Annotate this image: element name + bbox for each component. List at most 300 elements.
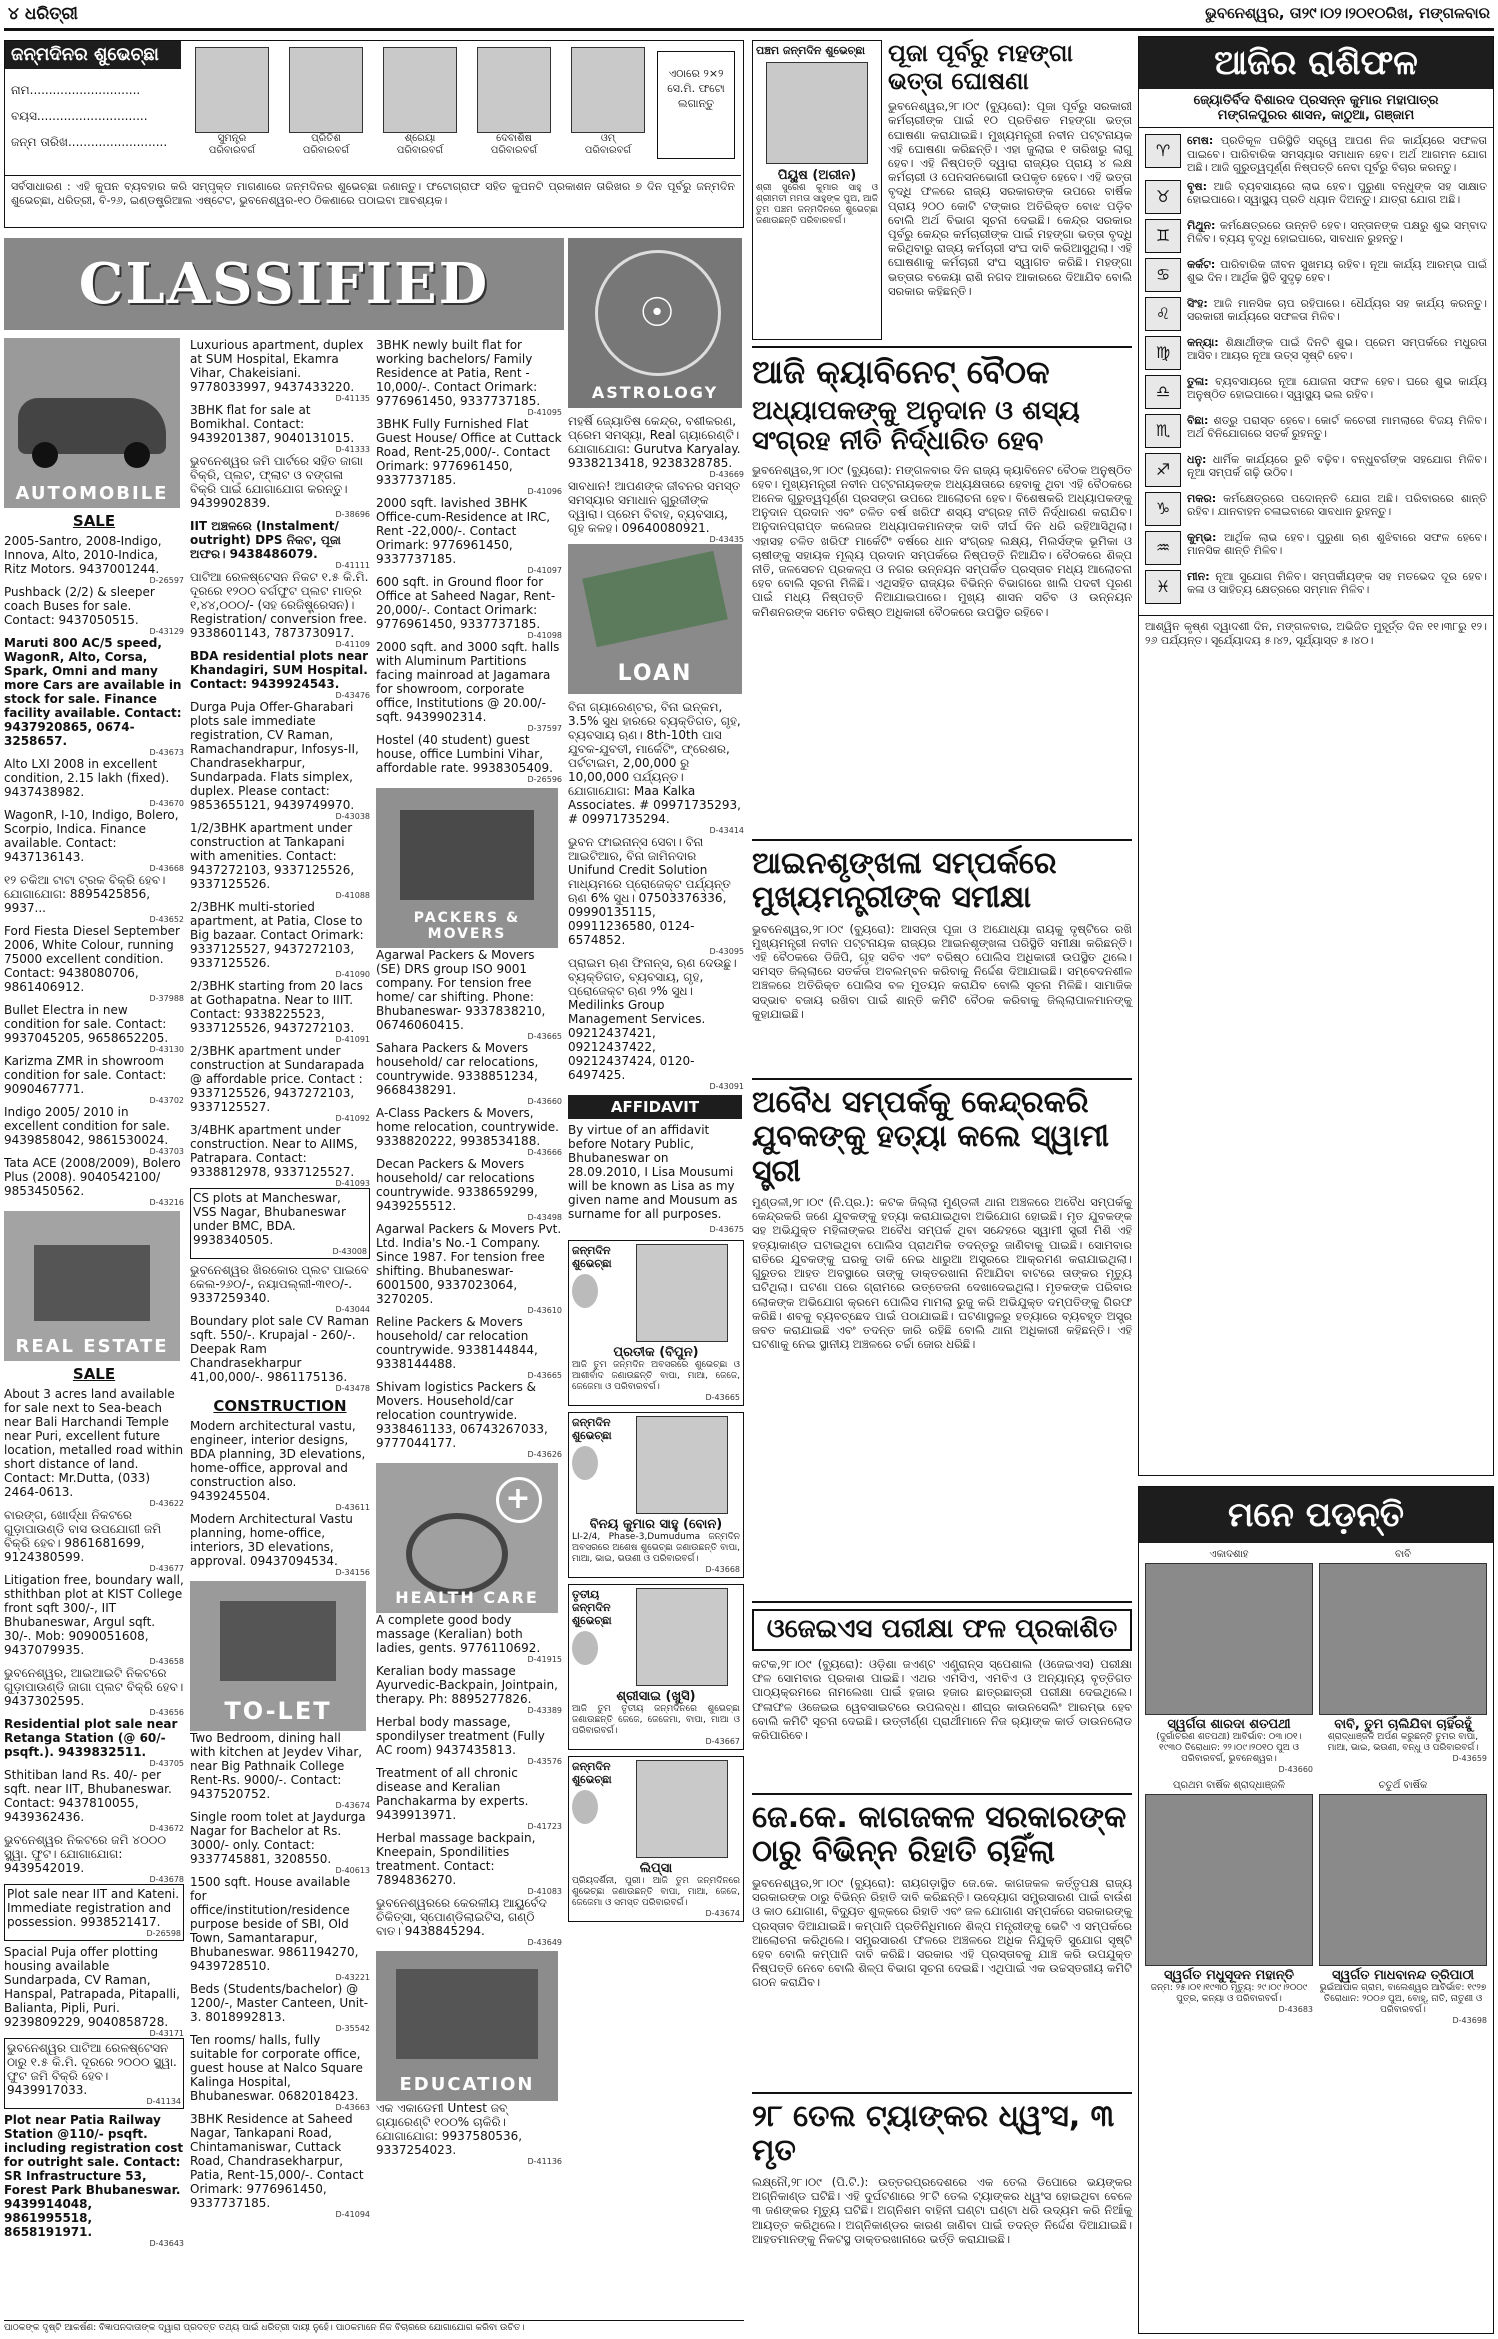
ad-text: Reline Packers & Movers household/ car relocation countrywide. 9338144844, 9338144488. <box>376 1315 542 1371</box>
birthday-banner <box>4 40 744 228</box>
ad-code: D-43656 <box>149 1708 184 1717</box>
ad-text: 1/2/3BHK apartment under construction at Tankapani with amenities. Contact: 9437272103, 9337125526, 9337125526. <box>190 821 358 891</box>
sign-forecast: ପ୍ରତିକୂଳ ପରିସ୍ଥିତି ସତ୍ତ୍ୱେ ଆପଣ ନିଜ କାର୍ଯ୍ୟରେ ସଫଳତା ପାଇବେ। ପାରିବାରିକ ସମସ୍ୟାର ସମାଧାନ ହେବ। ଅର୍ଥ ଆଗମନ ଯୋଗ ଅଛି। ଆଜି ଗୁରୁତ୍ୱପୂର୍ଣ୍ଣ ନିଷ୍ପତ୍ତି ନେବା ପୂର୍ବରୁ ବିଚାର କରନ୍ତୁ। <box>1187 134 1487 174</box>
birthday-banner-title: ଜନ୍ମଦିନର ଶୁଭେଚ୍ଛା <box>5 41 181 69</box>
sign-name: ବୃଷ: <box>1187 179 1208 193</box>
child-name: ପିୟୁଷ (ଅରୀନ) <box>777 168 857 183</box>
sign-name: କର୍କଟ: <box>1187 257 1216 271</box>
greeting-name: ଶ୍ରୀସାଇ (ଖୁସି) <box>616 1689 696 1704</box>
ad-text: BDA residential plots near Khandagiri, SUM Hospital. Contact: 9439924543. <box>190 649 373 691</box>
ad-code: D-43476 <box>335 691 370 700</box>
classified-ad <box>376 1222 566 1315</box>
greeting-detail: LI-2/4, Phase-3,Dumuduma ଜନ୍ମଦିନ ଅବସରରେ ଅଶେଷ ଶୁଭେଚ୍ଛା ଜଣାଉଛନ୍ତି ବାପା, ମାଆ, ଭାଇ, ଭଉଣୀ ଓ ପରିବାରବର୍ଗ। <box>572 1532 740 1564</box>
ad-code: D-41135 <box>335 394 370 403</box>
zodiac-icon: ♈ <box>1145 134 1181 168</box>
tanker-body: ଲକ୍ଷ୍ନୌ,୨୮।୦୯ (ପି.ଟି.): ଉତ୍ତରପ୍ରଦେଶରେ ଏକ ତେଲ ଡିପୋରେ ଭୟଙ୍କର ଅଗ୍ନିକାଣ୍ଡ ଘଟିଛି। ଏହି ଦୁର୍ଘଟଣାରେ ୨୮ଟି ତେଲ ଟ୍ୟାଙ୍କର ଧ୍ୱଂସ ହୋଇଥିବା ବେଳେ ୩ ଜଣଙ୍କର ମୃତ୍ୟୁ ଘଟିଛି। ଅଗ୍ନିଶମ ବାହିନୀ ଘଣ୍ଟା ଘଣ୍ଟା ଧରି ଉଦ୍ୟମ କରି ନିଆଁକୁ ଆୟତ୍ତ କରିଥିଲେ। ଅଗ୍ନିକାଣ୍ଡର କାରଣ ଜାଣିବା ପାଇଁ ତଦନ୍ତ ନିର୍ଦ୍ଦେଶ ଦିଆଯାଇଛି। ଆହତମାନଙ୍କୁ ନିକଟସ୍ଥ ଡାକ୍ତରଖାନାରେ ଭର୍ତ୍ତି କରାଯାଇଛି। <box>752 2174 1132 2246</box>
sign-name: ତୁଳା: <box>1187 374 1209 388</box>
ad-code: D-41333 <box>335 445 370 454</box>
classified-ad <box>190 1731 370 1810</box>
ad-text: ବାରଙ୍ଗ, ଖୋର୍ଦ୍ଧା ନିକଟରେ ଗୁଡ଼ାପାଉଣ୍ଡି ବାସ ଉପଯୋଗୀ ଜମି ବିକ୍ରି ହେବ। 9861681699, 9124380599. <box>4 1508 166 1564</box>
ad-code: D-43678 <box>149 1875 184 1884</box>
ad-text: Boundary plot sale CV Raman sqft. 550/-. Krupajal - 260/-. Deepak Ram Chandrasekharpur 41,00,000/-. 9861175136. <box>190 1314 373 1384</box>
construction-heading: CONSTRUCTION <box>213 1397 347 1415</box>
classified-ad <box>190 570 373 649</box>
ad-text: ୧୨ ଚକିଆ ଟାଟା ଟ୍ରକ ବିକ୍ରି ହେବ। ଯୋଗାଯୋଗ: 8895425856, 9937... <box>4 873 170 915</box>
horoscope-sign <box>1145 531 1487 565</box>
ad-code: D-43670 <box>149 799 184 808</box>
ad-code: D-41093 <box>335 1179 370 1188</box>
ad-code: D-43643 <box>149 2239 184 2248</box>
fifth-birthday-tag: ପଞ୍ଚମ ଜନ୍ମଦିନ ଶୁଭେଚ୍ଛା <box>756 44 865 57</box>
horoscope-sign <box>1145 453 1487 487</box>
balloon-icon <box>572 1274 598 1308</box>
horoscope-sign <box>1145 180 1487 214</box>
page-label: ୪ ଧରିତ୍ରୀ <box>8 4 78 24</box>
divider <box>752 1078 1132 1080</box>
ad-code: D-41111 <box>335 561 370 570</box>
classified-column-2 <box>190 338 373 2328</box>
child-photo <box>195 47 269 133</box>
classified-ad <box>190 1982 370 2033</box>
jk-headline: ଜେ.କେ. କାଗଜକଳ ସରକାରଙ୍କ ଠାରୁ ବିଭିନ୍ନ ରିହାତି ଚାହିଁଲା <box>752 1799 1127 1870</box>
form-field-dob[interactable]: ଜନ୍ମ ତାରିଖ.......................... <box>11 135 168 149</box>
ad-code: D-43674 <box>705 1909 740 1918</box>
greeting-name: ପ୍ରତୀକ (ବିପୁନ) <box>613 1345 699 1360</box>
cabinet-kicker: ଆଜି କ୍ୟାବିନେଟ୍ ବୈଠକ <box>752 353 1050 391</box>
ad-code: D-43611 <box>335 1503 370 1512</box>
ad-code: D-26598 <box>146 1929 181 1938</box>
to-let-label: TO-LET <box>224 1697 332 1725</box>
classified-ad <box>190 821 370 900</box>
balloon-icon <box>572 1446 598 1480</box>
classified-ad <box>4 1884 184 1941</box>
divider <box>752 1793 1132 1795</box>
classified-ad <box>376 1613 562 1664</box>
zodiac-icon: ♊ <box>1145 219 1181 253</box>
banknote-icon <box>582 551 728 647</box>
greeting-name: ବିନୟ କୁମାର ସାହୁ (ବୋନ) <box>589 1517 723 1532</box>
obituary-title: ମନେ ପଡ଼ନ୍ତି <box>1139 1487 1493 1543</box>
sign-forecast: ଶିକ୍ଷାର୍ଥୀଙ୍କ ପାଇଁ ଦିନଟି ଶୁଭ। ପ୍ରେମ ସମ୍ପର୍କରେ ମଧୁରତା ଆସିବ। ଆୟର ନୂଆ ଉତ୍ସ ସୃଷ୍ଟି ହେବ। <box>1187 335 1487 362</box>
birthday-form <box>11 77 187 155</box>
zodiac-icon: ♓ <box>1145 570 1181 604</box>
zodiac-icon: ♌ <box>1145 297 1181 331</box>
ad-text: 3BHK Fully Furnished Flat Guest House/ Office at Cuttack Road, Rent-25,000/-. Contact Orimark: 9776961450, 9337737185. <box>376 417 566 487</box>
greeting-heading: ଜନ୍ମଦିନ ଶୁଭେଚ୍ଛା <box>572 1244 612 1270</box>
ad-text: Single room tolet at Jaydurga Nagar for Bachelor at Rs. 3000/- only. Contact: 9337745881, 3208550. <box>190 1810 370 1866</box>
ad-text: 2005-Santro, 2008-Indigo, Innova, Alto, 2010-Indica, Ritz Motors. 9437001244. <box>4 534 166 576</box>
ad-text: 2000 sqft. lavished 3BHK Office-cum-Residence at IRC, Rent -22,000/-. Contact Orimark: 9776961450, 9337737185. <box>376 496 554 566</box>
ad-code: D-41088 <box>335 891 370 900</box>
ad-code: D-43665 <box>527 1371 562 1380</box>
classified-ad <box>190 1875 370 1982</box>
ad-text: Modern Architectural Vastu planning, home-office, interiors, 3D elevations, approval. 09437094534. <box>190 1512 357 1568</box>
ad-code: D-34156 <box>335 1568 370 1577</box>
ad-code: D-43660 <box>1278 1765 1313 1774</box>
form-field-name[interactable]: ନାମ............................. <box>11 83 141 97</box>
birthday-child <box>477 47 551 167</box>
classified-ad <box>568 414 744 479</box>
classified-ad <box>376 338 562 417</box>
form-field-age[interactable]: ବୟସ............................. <box>11 109 148 123</box>
ad-code: D-37988 <box>149 994 184 1003</box>
photo-slot[interactable]: ଏଠାରେ ୨×୨ ସେ.ମି. ଫଟୋ ଲଗାନ୍ତୁ <box>657 51 735 159</box>
classified-ad <box>376 1831 562 1896</box>
classified-ad <box>190 403 370 454</box>
classified-ad <box>376 2101 562 2166</box>
classified-ad <box>376 575 562 640</box>
ad-code: D-43610 <box>527 1306 562 1315</box>
zodiac-icon: ♐ <box>1145 453 1181 487</box>
classified-ad <box>376 733 562 784</box>
ad-text: ଭୁବନେଶ୍ୱର ପାଟିଆ ରେଳଷ୍ଟେସନ ଠାରୁ ୧.୫ କି.ମି. ଦୂରରେ ୨୦୦୦ ସ୍କ୍ୱା. ଫୁଟ ଜମି ବିକ୍ରି ହେବ। 9439917033. <box>7 2041 181 2097</box>
greeting-card <box>568 1240 744 1406</box>
obituary-name: ବାବି, ତୁମ ଚାଲିଯିବା ଚାହିଁରହୁଁ <box>1334 1717 1472 1732</box>
sign-forecast: ନୂଆ ସୁଯୋଗ ମିଳିବ। ସମ୍ପର୍କୀୟଙ୍କ ସହ ମତଭେଦ ଦୂର ହେବ। କଳା ଓ ସାହିତ୍ୟ କ୍ଷେତ୍ରରେ ସମ୍ମାନ ମିଳିବ। <box>1187 569 1487 596</box>
obituary-entry <box>1145 1780 1313 2025</box>
zodiac-icon: ♏ <box>1145 414 1181 448</box>
classified-ad <box>190 454 370 519</box>
ad-code: D-43389 <box>527 1706 562 1715</box>
astrology-label: ASTROLOGY <box>591 383 719 402</box>
plus-icon: + <box>496 1477 542 1523</box>
ojee-body: କଟକ,୨୮।୦୯ (ବ୍ୟୁରୋ): ଓଡ଼ିଶା ଜଏଣ୍ଟ ଏଣ୍ଟ୍ରାନ୍ସ ସ୍ପେଶାଲ (ଓଜେଇଏସ) ପରୀକ୍ଷା ଫଳ ସୋମବାର ପ୍ରକାଶ ପାଇଛି। ଏଥର ଏମସିଏ, ଏମବିଏ ଓ ଅନ୍ୟାନ୍ୟ ବୃତ୍ତିଗତ ପାଠ୍ୟକ୍ରମରେ ନାମଲେଖା ପାଇଁ ହଜାର ହଜାର ଛାତ୍ରଛାତ୍ରୀ ପରୀକ୍ଷା ଦେଇଥିଲେ। ଫଳାଫଳ ଓଜେଇଇ ୱେବସାଇଟରେ ଉପଲବ୍ଧ। ଶୀଘ୍ର କାଉନସେଲିଂ ଆରମ୍ଭ ହେବ ବୋଲି କମିଟି ସୂଚନା ଦେଇଛି। ଉତ୍ତୀର୍ଣ୍ଣ ପ୍ରାର୍ଥୀମାନେ ନିଜ ର‍୍ୟାଙ୍କ କାର୍ଡ ଡାଉନଲୋଡ କରିପାରିବେ। <box>752 1656 1132 1742</box>
ad-text: Luxurious apartment, duplex at SUM Hospital, Ekamra Vihar, Chakeisiani. 9778033997, 9437433220. <box>190 338 368 394</box>
education-label: EDUCATION <box>399 2074 535 2095</box>
classified-ad <box>376 1766 562 1831</box>
obituary-name: ସ୍ୱର୍ଗତ ମାଧବାନନ୍ଦ ତ୍ରିପାଠୀ <box>1332 1968 1474 1983</box>
ad-code: D-43658 <box>149 1657 184 1666</box>
puja-news <box>888 40 1132 340</box>
ad-code: D-43659 <box>1452 1754 1487 1763</box>
classified-ad <box>4 2113 188 2248</box>
murder-headline: ଅବୈଧ ସମ୍ପର୍କକୁ କେନ୍ଦ୍ରକରି ଯୁବକଙ୍କୁ ହତ୍ୟା କଲେ ସ୍ୱାମୀ ସ୍ତ୍ରୀ <box>752 1084 1110 1189</box>
child-note: ପରିବାରବର୍ଗ <box>490 145 538 156</box>
classified-ad <box>4 757 184 808</box>
classified-ad <box>376 1715 562 1766</box>
ad-code: D-38696 <box>335 510 370 519</box>
ad-code: D-43622 <box>149 1499 184 1508</box>
column-3-ads <box>376 338 566 784</box>
classified-ad <box>4 2038 184 2109</box>
ad-code: D-43703 <box>149 1147 184 1156</box>
real-estate-ads <box>4 1387 188 2248</box>
ad-code: D-43130 <box>149 1045 184 1054</box>
child-photo <box>571 47 645 133</box>
ad-code: D-26597 <box>149 576 184 585</box>
header-rule <box>4 28 1494 31</box>
puja-story <box>752 40 1132 340</box>
child-name: ଶ୍ରେୟା <box>404 133 436 144</box>
ad-code: D-26596 <box>527 775 562 784</box>
divider <box>752 2092 1132 2094</box>
tanker-headline: ୨୮ ତେଲ ଟ୍ୟାଙ୍କର ଧ୍ୱଂସ, ୩ ମୃତ <box>752 2098 1115 2169</box>
ad-code: D-43677 <box>149 1564 184 1573</box>
ad-text: 2/3BHK apartment under construction at Sundarapada @ affordable price. Contact : 9337125526, 9437272103, 9337125527. <box>190 1044 369 1114</box>
ad-code: D-41098 <box>527 631 562 640</box>
birthday-child <box>383 47 457 167</box>
greeting-detail: ଆଜି ତୁମ ଜନ୍ମଦିନ ଅବସରରେ ଶୁଭେଚ୍ଛା ଓ ଆଶୀର୍ବାଦ ଜଣାଉଛନ୍ତି ବାପା, ମାଆ, ଜେଜେ, ଜେଜେମା ଓ ପରିବାରବର୍ଗ। <box>572 1360 740 1392</box>
affidavit-heading: AFFIDAVIT <box>568 1095 742 1119</box>
ad-text: ବିନା ଗ୍ୟାରେଣ୍ଟର, ବିନା ଇନ୍‌କମ, 3.5% ସୁଧ ହାରରେ ବ୍ୟକ୍ତିଗତ, ଗୃହ, ବ୍ୟବସାୟ ଋଣ। 8th-10th ପାସ ଯୁବକ-ଯୁବତୀ, ମାର୍କେଟିଂ, ଫ୍ରେଶର, ପର୍ଟଟାଇମ, 2,00,000 ରୁ 10,00,000 ପର୍ଯ୍ୟନ୍ତ। ଯୋଗାଯୋଗ: Maa Kalka Associates. # 09971735293, # 09971735294. <box>568 700 745 826</box>
automobile-banner <box>4 338 180 508</box>
ad-code: D-35542 <box>335 2024 370 2033</box>
health-ads <box>376 1613 562 1947</box>
classified-footer-strip: ପାଠକଙ୍କ ଦୃଷ୍ଟି ଆକର୍ଷଣ: ବିଜ୍ଞାପନଦାତାଙ୍କ ଦ୍ୱାରା ପ୍ରଦତ୍ତ ତଥ୍ୟ ପାଇଁ ଧରିତ୍ରୀ ଦାୟୀ ନୁହେଁ। ପାଠକମାନେ ନିଜ ବିଚାରରେ ଯୋଗାଯୋଗ କରିବା ଉଚିତ। <box>4 2320 744 2336</box>
classified-ad <box>568 479 744 544</box>
classified-ad <box>4 924 184 1003</box>
ad-text: 600 sqft. in Ground floor for Office at Saheed Nagar, Rent-20,000/-. Contact Orimark: 9776961450, 9337737185. <box>376 575 556 631</box>
ad-text: ଭୁବନେଶ୍ୱର ଖିରକୋର ପ୍ଲଟ ପାଇବେ କେଲ-୨୬୦/-, ନୟାପଲ୍ଲୀ-୩୧୦/-. 9337259340. <box>190 1263 373 1305</box>
classified-ad <box>190 2112 370 2219</box>
fifth-birthday-box <box>752 40 882 340</box>
car-wheel-icon <box>124 442 150 468</box>
packers-label: PACKERS & MOVERS <box>413 910 521 942</box>
obituary-photo <box>1145 1794 1313 1966</box>
child-note: ପରିବାରବର୍ଗ <box>208 145 256 156</box>
ad-text: A complete good body massage (Keralian) both ladies, gents. 9776110692. <box>376 1613 541 1655</box>
zodiac-icon: ♎ <box>1145 375 1181 409</box>
child-note: ଶ୍ରୀ ସୁରେଶ କୁମାର ସାହୁ ଓ ଶ୍ରୀମତୀ ମମତା ସାହୁଙ୍କ ପୁଅ, ଆଜି ତୁମ ପଞ୍ଚମ ଜନ୍ମଦିନରେ ଶୁଭେଚ୍ଛା ଜଣାଉଛନ୍ତି ପରିବାରବର୍ଗ। <box>756 183 878 226</box>
classified-column-1 <box>4 338 188 2328</box>
ad-code: D-43675 <box>709 1225 744 1234</box>
obituary-grid <box>1139 1543 1493 2031</box>
ad-code: D-43129 <box>149 627 184 636</box>
classified-ad <box>4 1833 184 1884</box>
classified-ad <box>4 1508 184 1573</box>
greeting-detail: ପ୍ରିୟଦର୍ଶିନୀ, ପୁରୀ। ଆଜି ତୁମ ଜନ୍ମଦିନରେ ଶୁଭେଚ୍ଛା ଜଣାଉଛନ୍ତି ବାପା, ମାଆ, ଜେଜେ, ଜେଜେମା ଓ ସମସ୍ତ ପରିବାରବର୍ଗ। <box>572 1876 740 1908</box>
ad-code: D-43705 <box>149 1759 184 1768</box>
horoscope-sign <box>1145 297 1487 331</box>
affidavit-text: By virtue of an affidavit before Notary Public, Bhubaneswar on 28.09.2010, I Lisa Mousumi will be known as Lisa as my given name and Mousum as surname for all purposes. <box>568 1123 742 1221</box>
ad-text: ପାଟିଆ ରେଳଷ୍ଟେସନ ନିକଟ ୧.୫ କି.ମି. ଦୂରରେ ୧୨୦୦ ବର୍ଗଫୁଟ ପ୍ଲଟ ମାତ୍ର ୧,୪୪,୦୦୦/- (ସହ ରେଜିଷ୍ଟ୍ରେସନ)। Registration/ conversion free. 9338601143, 7873730917. <box>190 570 373 640</box>
ad-code: D-41091 <box>335 1035 370 1044</box>
child-photo <box>636 1416 728 1514</box>
classified-ad <box>190 649 373 700</box>
ad-text: Sahara Packers & Movers household/ car relocations, countrywide. 9338851234, 9668438291. <box>376 1041 543 1097</box>
horoscope-sign <box>1145 134 1487 175</box>
sign-name: ମିଥୁନ: <box>1187 218 1216 232</box>
classified-ad <box>376 1106 562 1157</box>
ad-code: D-43668 <box>705 1565 740 1574</box>
ad-code: D-41095 <box>527 408 562 417</box>
horoscope-sign <box>1145 570 1487 604</box>
classified-column-4 <box>568 238 744 2318</box>
real-estate-label: REAL ESTATE <box>15 1336 169 1357</box>
classified-ad <box>376 1315 562 1380</box>
zodiac-icon: ♍ <box>1145 336 1181 370</box>
health-banner <box>376 1463 558 1613</box>
ad-text: ପ୍ରାଇମ ଋଣ ଫିନାନ୍ସ, ଋଣ ଦେଉଛୁ। ବ୍ୟକ୍ତିଗତ, ବ୍ୟବସାୟ, ଗୃହ, ପ୍ରୋଜେକ୍ଟ ଋଣ ୨% ସୁଧ। Medilinks Group Management Services. 09212437421, 09212437422, 09212437424, 0120-6497425. <box>568 956 741 1082</box>
greeting-detail: ଆଜି ତୁମ ତୃତୀୟ ଜନ୍ମଦିନରେ ଶୁଭେଚ୍ଛା ଜଣାଉଛନ୍ତି ଜେଜେ, ଜେଜେମା, ବାପା, ମାଆ ଓ ପରିବାରବର୍ଗ। <box>572 1704 740 1736</box>
child-photo <box>636 1588 728 1686</box>
obituary-photo <box>1319 1794 1487 1966</box>
classified-ad <box>4 1573 188 1666</box>
ad-code: D-43673 <box>149 748 184 757</box>
classified-ad <box>4 1003 184 1054</box>
ad-text: ଭୁବନେଶ୍ୱର ନିକଟରେ ଜମି ୪୦୦୦ ସ୍କ୍ୱା. ଫୁଟ। ଯୋଗାଯୋଗ: 9439542019. <box>4 1833 170 1875</box>
dateline: ଭୁବନେଶ୍ୱର, ତା୨୯।୦୨।୨୦୧୦ରିଖ, ମଙ୍ଗଳବାର <box>1205 4 1490 22</box>
ad-text: 1500 sqft. House available for office/institution/residence purpose beside of SBI, Old Town, Samantarapur, Bhubaneswar. 9861194270, 9439728510. <box>190 1875 363 1973</box>
house-icon <box>220 1601 336 1681</box>
astrology-ads <box>568 414 744 544</box>
real-estate-banner <box>4 1211 180 1361</box>
child-name: ଦେବାଶିଷ <box>496 133 532 144</box>
horoscope-sign <box>1145 258 1487 292</box>
ad-code: D-43649 <box>527 1938 562 1947</box>
classified-ad <box>568 956 744 1091</box>
ad-code: D-41094 <box>335 2210 370 2219</box>
greeting-card <box>568 1756 744 1922</box>
horoscope-signs <box>1139 128 1493 615</box>
stethoscope-icon <box>406 1513 508 1595</box>
ad-text: Durga Puja Offer-Gharabari plots sale immediate registration, CV Raman, Ramachandrapur, Infosys-II, Chandrasekharpur, Sundarpada. Flats simplex, duplex. Please contact: 9853655121, 9439749970. <box>190 700 363 812</box>
ad-code: D-43698 <box>1452 2016 1487 2025</box>
classified-ad <box>4 1666 188 1717</box>
horoscope-sign <box>1145 219 1487 253</box>
classified-ad <box>376 1380 562 1459</box>
balloon-icon <box>572 1631 598 1665</box>
classified-ad <box>4 1945 184 2038</box>
classified-ad <box>376 1664 562 1715</box>
ad-text: IIT ଅଞ୍ଚଳରେ (Instalment/ outright) DPS ନିକଟ, ପୂଜା ଅଫର। 9438486079. <box>190 519 346 561</box>
zodiac-wheel-icon: ☉ <box>595 250 721 376</box>
jk-body: ଭୁବନେଶ୍ୱର,୨୮।୦୯ (ବ୍ୟୁରୋ): ରାୟଗଡ଼ାସ୍ଥିତ ଜେ.କେ. କାଗଜକଳ କର୍ତ୍ତୃପକ୍ଷ ରାଜ୍ୟ ସରକାରଙ୍କ ଠାରୁ ବିଭିନ୍ନ ରିହାତି ଦାବି କରିଛନ୍ତି। ଉଦ୍ୟୋଗ ସମ୍ପ୍ରସାରଣ ପାଇଁ ବାଉଁଶ ଓ କାଠ ଯୋଗାଣ, ବିଦ୍ୟୁତ ଶୁଳ୍କରେ ରିହାତି ଏବଂ ଜଳ ଯୋଗାଣ ସମ୍ପର୍କରେ ସରକାରଙ୍କୁ ପ୍ରସ୍ତାବ ଦିଆଯାଇଛି। କମ୍ପାନି ପ୍ରତିନିଧିମାନେ ଶିଳ୍ପ ମନ୍ତ୍ରୀଙ୍କୁ ଭେଟି ଏ ସମ୍ପର୍କରେ ଆଲୋଚନା କରିଥିଲେ। ସମ୍ପ୍ରସାରଣ ଫଳରେ ଅଞ୍ଚଳରେ ଅଧିକ ନିଯୁକ୍ତି ସୁଯୋଗ ସୃଷ୍ଟି ହେବ ବୋଲି କମ୍ପାନି ଦାବି କରିଛି। ସରକାର ଏହି ପ୍ରସ୍ତାବକୁ ଯାଞ୍ଚ କରି ଉପଯୁକ୍ତ ନିଷ୍ପତ୍ତି ନେବେ ବୋଲି ଶିଳ୍ପ ବିଭାଗ ସୂଚନା ଦେଇଛି। ଏଥିପାଇଁ ଏକ ଉଚ୍ଚସ୍ତରୀୟ କମିଟି ଗଠନ କରାଯିବ। <box>752 1875 1132 1990</box>
sign-forecast: ପାରିବାରିକ ଜୀବନ ସୁଖମୟ ରହିବ। ନୂଆ କାର୍ଯ୍ୟ ଆରମ୍ଭ ପାଇଁ ଶୁଭ ଦିନ। ଆର୍ଥିକ ସ୍ଥିତି ସୁଦୃଢ଼ ହେବ। <box>1187 257 1487 284</box>
ad-text: Litigation free, boundary wall, sthithban plot at KIST College front sqft 300/-, IIT Bhubaneswar, Argul sqft. 30/-. Mob: 9090051608, 9437079935. <box>4 1573 188 1657</box>
birthday-children <box>195 47 655 167</box>
loan-banner <box>568 544 742 694</box>
education-banner <box>376 1951 558 2101</box>
horoscope-sign <box>1145 336 1487 370</box>
obituary-detail: ଭୁଇଁଆପାଳ ଗ୍ରାମ, ବାଲେଶ୍ୱର ଆବିର୍ଭାବ: ୧୯୨୭ ତିରୋଧାନ: ୨୦୦୬ ପୁଅ, ବୋହୂ, ନାତି, ନାତୁଣୀ ଓ ପରିବାରବର୍ଗ। <box>1319 1983 1487 2015</box>
astrology-banner <box>568 238 742 408</box>
ad-text: Beds (Students/bachelor) @ 1200/-, Master Canteen, Unit-3. 8018992813. <box>190 1982 369 2024</box>
law-headline: ଆଇନଶୃଙ୍ଖଳା ସମ୍ପର୍କରେ ମୁଖ୍ୟମନ୍ତ୍ରୀଙ୍କ ସମୀକ୍ଷା <box>752 845 1057 916</box>
to-let-ads <box>190 1731 370 2219</box>
classified-ad <box>4 1387 187 1508</box>
ad-text: ଭୁବନ ଫାଇନାନ୍ସ ସେବା। ବିନା ଆଇଟିଆର, ବିନା ଜାମିନଦାର Unifund Credit Solution ମାଧ୍ୟମରେ ପ୍ରୋଜେକ୍ଟ ପର୍ଯ୍ୟନ୍ତ ଋଣ 6% ସୁଧ। 07503376336, 09990135115, 09911236580, 0124-6574852. <box>568 835 735 947</box>
ad-code: D-43672 <box>149 1824 184 1833</box>
sign-name: ମକର: <box>1187 491 1217 505</box>
ad-text: Shivam logistics Packers & Movers. Household/car relocation countrywide. 9338461133, 06743267033, 9777044177. <box>376 1380 552 1450</box>
ad-text: Tata ACE (2008/2009), Bolero Plus (2008). 9040542100/ 9853450562. <box>4 1156 185 1198</box>
sign-forecast: ଧାର୍ମିକ କାର୍ଯ୍ୟରେ ରୁଚି ବଢ଼ିବ। ବନ୍ଧୁବର୍ଗଙ୍କ ସହଯୋଗ ମିଳିବ। ନୂଆ ସମ୍ପର୍କ ଗଢ଼ି ଉଠିବ। <box>1187 452 1487 479</box>
ad-text: Plot near Patia Railway Station @110/- psqft. including registration cost for outright sale. Contact: SR Infrastructure 53, Forest Park Bhubaneswar. 9439914048, 9861995518, 8658191971. <box>4 2113 188 2239</box>
sign-forecast: ଆଜି ବ୍ୟବସାୟରେ ଲାଭ ହେବ। ପୁରୁଣା ବନ୍ଧୁଙ୍କ ସହ ସାକ୍ଷାତ ହୋଇପାରେ। ସ୍ୱାସ୍ଥ୍ୟ ପ୍ରତି ଧ୍ୟାନ ଦିଅନ୍ତୁ। ଯାତ୍ରା ଯୋଗ ଅଛି। <box>1187 179 1487 206</box>
classified-ad <box>376 1896 562 1947</box>
classified-title: CLASSIFIED <box>4 238 564 330</box>
ad-text: 3BHK newly built flat for working bachelors/ Family Residence at Patia, Rent - 10,000/-. Contact Orimark: 9776961450, 9337737185. <box>376 338 542 408</box>
ad-code: D-41083 <box>527 1887 562 1896</box>
construction-ads <box>190 1419 370 1577</box>
classroom-icon <box>396 1969 538 2059</box>
ad-text: CS plots at Mancheswar, VSS Nagar, Bhubaneswar under BMC, BDA. 9938340505. <box>193 1191 350 1247</box>
zodiac-icon: ♑ <box>1145 492 1181 526</box>
sign-name: ବିଛା: <box>1187 413 1209 427</box>
ad-code: D-43414 <box>709 826 744 835</box>
packers-ads <box>376 948 566 1459</box>
ad-text: Indigo 2005/ 2010 in excellent condition for sale. 9439858042, 9861530024. <box>4 1105 174 1147</box>
sign-name: ଧନୁ: <box>1187 452 1207 466</box>
sign-name: ମେଷ: <box>1187 134 1214 147</box>
ad-text: A-Class Packers & Movers, home relocation, countrywide. 9338820222, 9938534188. <box>376 1106 563 1148</box>
ad-text: 2000 sqft. and 3000 sqft. halls with Aluminum Partitions facing mainroad at Jagamara for showroom, corporate office, Institutions @ 20.00/- sqft. 9439902314. <box>376 640 564 724</box>
horoscope-sign <box>1145 414 1487 448</box>
ad-code: D-43498 <box>527 1213 562 1222</box>
greeting-card <box>568 1584 744 1750</box>
ad-code: D-43091 <box>709 1082 744 1091</box>
classified-ad <box>190 1188 370 1259</box>
sign-forecast: ଆଜି ମାନସିକ ଚାପ ରହିପାରେ। ଧୈର୍ଯ୍ୟର ସହ କାର୍ଯ୍ୟ କରନ୍ତୁ। ସରକାରୀ କାର୍ଯ୍ୟରେ ସଫଳତା ମିଳିବ। <box>1187 296 1488 323</box>
horoscope-byline: ଜ୍ୟୋତିର୍ବିଦ ବିଶାରଦ ପ୍ରସନ୍ନ କୁମାର ମହାପାତ୍ର <box>1193 93 1439 108</box>
greeting-heading: ଜନ୍ମଦିନ ଶୁଭେଚ୍ଛା <box>572 1416 612 1442</box>
ad-code: D-43435 <box>709 535 744 544</box>
ad-text: 2/3BHK starting from 20 lacs at Gothapatna. Near to IIIT. Contact: 9338225523, 9337125526, 9437272103. <box>190 979 367 1035</box>
sign-name: ସିଂହ: <box>1187 296 1208 310</box>
child-photo <box>636 1760 728 1858</box>
ad-text: 3BHK flat for sale at Bomikhal. Contact: 9439201387, 9040131015. <box>190 403 355 445</box>
greeting-card <box>568 1412 744 1578</box>
ad-text: 2/3BHK multi-storied apartment, at Patia, Close to Big bazaar. Contact Orimark: 9337125527, 9437272103, 9337125526. <box>190 900 368 970</box>
cabinet-headline: ଅଧ୍ୟାପକଙ୍କୁ ଅନୁଦାନ ଓ ଶସ୍ୟ ସଂଗ୍ରହ ନୀତି ନିର୍ଦ୍ଧାରିତ ହେବ <box>752 395 1080 456</box>
greeting-name: ଲିପ୍‌ସା <box>639 1861 673 1876</box>
ad-text: Keralian body massage Ayurvedic-Backpain, Jointpain, therapy. Ph: 8895277826. <box>376 1664 562 1706</box>
child-note: ପରିବାରବର୍ଗ <box>302 145 350 156</box>
truck-icon <box>400 810 534 900</box>
ad-code: D-43666 <box>527 1148 562 1157</box>
ad-text: ଭୁବନେଶ୍ୱର ଜମି ପାର୍ଟରେ ସହିତ ଜାଗା ବିକ୍ରି, ପ୍ଲଟ, ଫ୍ଲାଟ ଓ ବଙ୍ଗଳା ବିକ୍ରି ପାଇଁ ଯୋଗାଯୋଗ କରନ୍ତୁ। 9439902839. <box>190 454 367 510</box>
building-icon <box>34 1245 150 1321</box>
horoscope-footer: ଆଶ୍ୱିନ କୃଷ୍ଣ ଦ୍ୱାଦଶୀ ଦିନ, ମଙ୍ଗଳବାର, ଅଭିଜିତ ମୁହୂର୍ତ୍ତ ଦିନ ୧୧।୩୮ରୁ ୧୨।୨୬ ପର୍ଯ୍ୟନ୍ତ। ସୂର୍ଯ୍ୟୋଦୟ ୫।୪୨, ସୂର୍ଯ୍ୟାସ୍ତ ୫।୪୦। <box>1139 615 1493 652</box>
law-body: ଭୁବନେଶ୍ୱର,୨୮।୦୯ (ବ୍ୟୁରୋ): ଆସନ୍ତା ପୂଜା ଓ ଅଯୋଧ୍ୟା ରାୟକୁ ଦୃଷ୍ଟିରେ ରଖି ମୁଖ୍ୟମନ୍ତ୍ରୀ ନବୀନ ପଟ୍ଟନାୟକ ରାଜ୍ୟର ଆଇନଶୃଙ୍ଖଳା ପରିସ୍ଥିତି ସମୀକ୍ଷା କରିଛନ୍ତି। ଏହି ବୈଠକରେ ଡିଜିପି, ଗୃହ ସଚିବ ଏବଂ ବରିଷ୍ଠ ପୋଲିସ ଅଧିକାରୀ ଉପସ୍ଥିତ ଥିଲେ। ସମସ୍ତ ଜିଲ୍ଲାରେ ସତର୍କତା ଅବଲମ୍ବନ କରିବାକୁ ନିର୍ଦ୍ଦେଶ ଦିଆଯାଇଛି। ସମ୍ବେଦନଶୀଳ ଅଞ୍ଚଳରେ ଅତିରିକ୍ତ ପୋଲିସ ବଳ ମୁତୟନ କରାଯିବ ବୋଲି ସୂଚନା ମିଳିଛି। ସାମାଜିକ ସଦ୍‌ଭାବ ବଜାୟ ରଖିବା ପାଇଁ ଶାନ୍ତି କମିଟି ବୈଠକ କରିବାକୁ ଜିଲ୍ଲାପାଳମାନଙ୍କୁ କୁହାଯାଇଛି। <box>752 921 1132 1021</box>
ojee-headline: ଓଜେଇଏସ ପରୀକ୍ଷା ଫଳ ପ୍ରକାଶିତ <box>752 1609 1132 1651</box>
classified-ad <box>190 1123 370 1188</box>
birthday-child <box>571 47 645 167</box>
ad-code: D-43652 <box>149 915 184 924</box>
classified-ad <box>376 1041 562 1106</box>
classified-ad <box>190 1314 373 1393</box>
classified-ad <box>4 1717 184 1768</box>
ad-text: About 3 acres land available for sale next to Sea-beach near Bali Harchandi Temple near Puri, excellent future location, metalled road within short distance of land. Contact: Mr.Dutta, (033) 2464-0613. <box>4 1387 187 1499</box>
ad-code: D-43221 <box>335 1973 370 1982</box>
classified-ad <box>190 2033 370 2112</box>
ad-code: D-43038 <box>335 812 370 821</box>
ad-code: D-43665 <box>527 1032 562 1041</box>
child-photo <box>477 47 551 133</box>
classified-ad <box>4 1156 184 1207</box>
murder-body: ମୁଣ୍ଡଳୀ,୨୮।୦୯ (ନି.ପ୍ର.): କଟକ ଜିଲ୍ଲା ମୁଣ୍ଡଳୀ ଥାନା ଅଞ୍ଚଳରେ ଅବୈଧ ସମ୍ପର୍କକୁ କେନ୍ଦ୍ରକରି ଜଣେ ଯୁବକଙ୍କୁ ହତ୍ୟା କରାଯାଇଥିବା ଅଭିଯୋଗ ହୋଇଛି। ମୃତ ଯୁବକଙ୍କ ସହ ଅଭିଯୁକ୍ତ ମହିଳାଙ୍କର ଅବୈଧ ସମ୍ପର୍କ ଥିବା ସନ୍ଦେହରେ ସ୍ୱାମୀ ସ୍ତ୍ରୀ ମିଶି ଏହି ହତ୍ୟାକାଣ୍ଡ ଘଟାଇଥିବା ପୋଲିସ ପ୍ରାଥମିକ ତଦନ୍ତରୁ ଜାଣିବାକୁ ପାଇଛି। ସୋମବାର ରାତିରେ ଯୁବକଙ୍କୁ ଘରକୁ ଡାକି ନେଇ ଧାରୁଆ ଅସ୍ତ୍ରରେ ଆକ୍ରମଣ କରାଯାଇଥିଲା। ଗୁରୁତର ଆହତ ଅବସ୍ଥାରେ ତାଙ୍କୁ ଡାକ୍ତରଖାନା ନିଆଯିବା ବାଟରେ ତାଙ୍କର ମୃତ୍ୟୁ ଘଟିଥିଲା। ଘଟଣା ପରେ ଗ୍ରାମରେ ଉତ୍ତେଜନା ଦେଖାଦେଇଥିଲା। ମୃତକଙ୍କ ପରିବାର ଲୋକଙ୍କ ଅଭିଯୋଗ କ୍ରମେ ପୋଲିସ ମାମଲା ରୁଜୁ କରି ଅଭିଯୁକ୍ତ ଦମ୍ପତିଙ୍କୁ ଗିରଫ କରିଛି। ଶବକୁ ବ୍ୟବଚ୍ଛେଦ ପାଇଁ ପଠାଯାଇଛି। ଘଟଣାସ୍ଥଳରୁ ହତ୍ୟାରେ ବ୍ୟବହୃତ ଅସ୍ତ୍ର ଜବତ କରାଯାଇଛି ଏବଂ ତଦନ୍ତ ଜାରି ରହିଛି ବୋଲି ଥାନା ଅଧିକାରୀ କହିଛନ୍ତି। ଏହି ଘଟଣାକୁ ନେଇ ସ୍ଥାନୀୟ ଅଞ୍ଚଳରେ ଚର୍ଚ୍ଚା ଜୋର ଧରିଛି। <box>752 1195 1132 1352</box>
ad-text: Herbal massage backpain, Kneepain, Spondilities treatment. Contact: 7894836270. <box>376 1831 540 1887</box>
horoscope-title: ଆଜିର ରାଶିଫଳ <box>1139 37 1493 89</box>
classified-ad <box>376 417 566 496</box>
divider <box>752 839 1132 841</box>
ad-code: D-41136 <box>527 2157 562 2166</box>
ad-code: D-43626 <box>527 1450 562 1459</box>
ad-text: ଭୁବନେଶ୍ୱର, ଆଇଆଇଟି ନିକଟରେ ଗୁଡ଼ାପାଉଣ୍ଡି ଜାଗା ପ୍ଲଟ ବିକ୍ରି ହେବ। 9437302595. <box>4 1666 188 1708</box>
classified-ad <box>190 979 370 1044</box>
ad-code: D-41915 <box>527 1655 562 1664</box>
automobile-ads <box>4 534 184 1207</box>
greeting-heading: ତୃତୀୟ ଜନ୍ମଦିନ ଶୁଭେଚ୍ଛା <box>572 1588 612 1627</box>
ad-text: Plot sale near IIT and Kateni. Immediate registration and possession. 9938521417. <box>7 1887 183 1929</box>
sign-forecast: ଶତ୍ରୁ ପରାସ୍ତ ହେବେ। କୋର୍ଟ କଚେରୀ ମାମଲାରେ ବିଜୟ ମିଳିବ। ଅର୍ଥ ବିନିଯୋଗରେ ସତର୍କ ରୁହନ୍ତୁ। <box>1187 413 1487 440</box>
zodiac-icon: ♋ <box>1145 258 1181 292</box>
obituary-label: ବାବି <box>1395 1549 1411 1560</box>
ad-code: D-43667 <box>705 1737 740 1746</box>
ad-code: D-43008 <box>332 1247 367 1256</box>
divider <box>752 346 1132 348</box>
